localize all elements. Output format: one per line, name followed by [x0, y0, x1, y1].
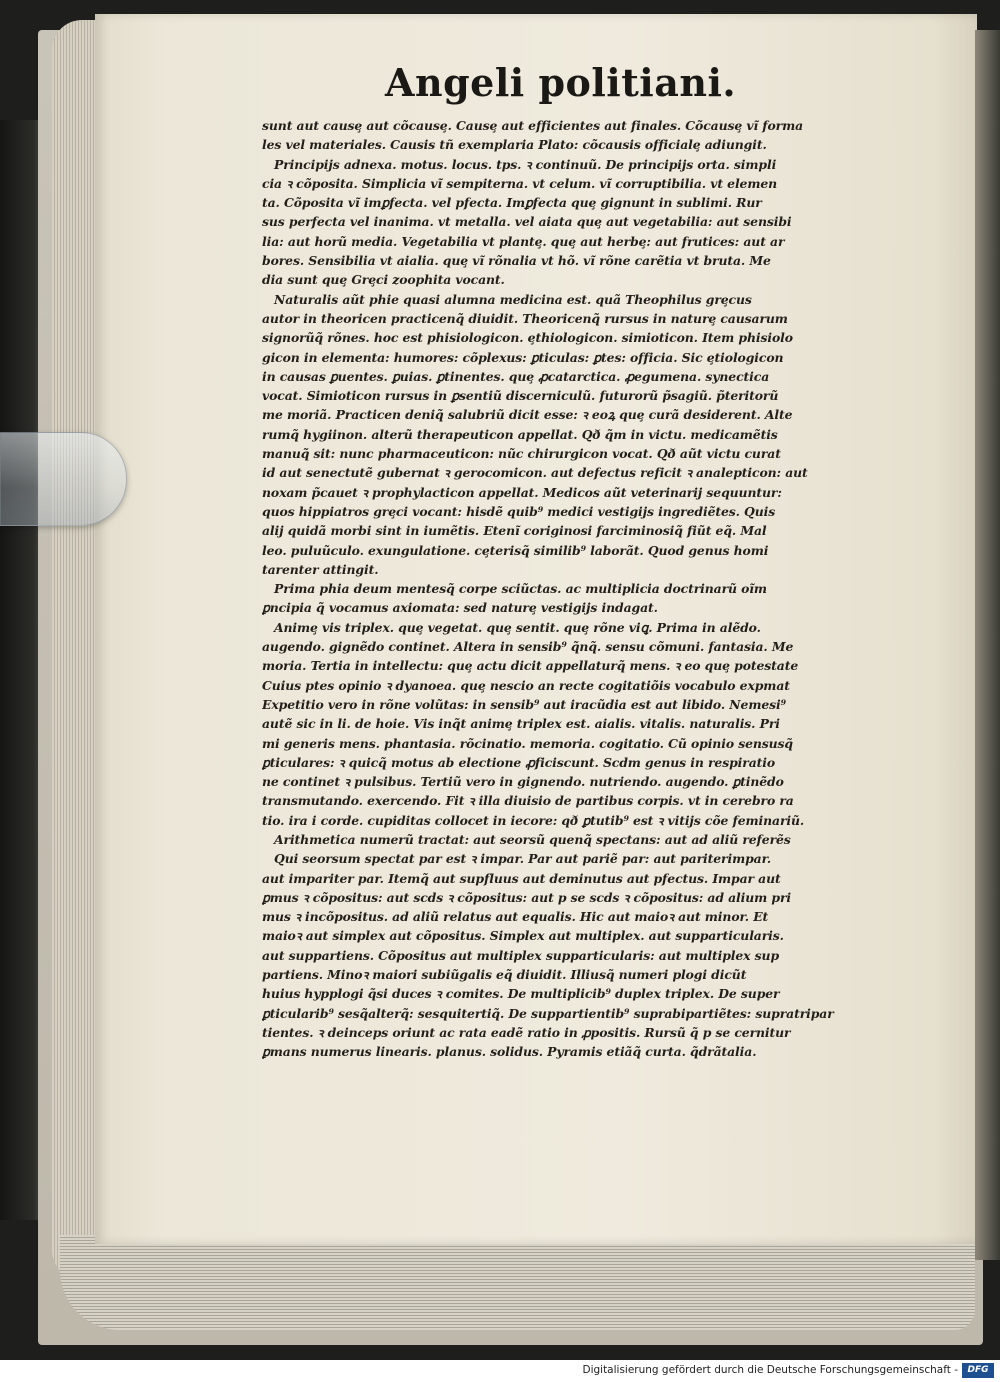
text-line: alij quidã morbi sint in iumẽtis. Etenĩ coriginosi farciminosiq̃ fiũt eq̃. Mal [262, 523, 767, 539]
text-line: gicon in elementa: humores: cõplexus: ꝑticulas: ꝑtes: officia. Sic ȩtiologicon [262, 349, 784, 365]
text-line: ꝑmus ꝛ cõpositus: aut scds ꝛ cõpositus: aut p se scds ꝛ cõpositus: ad alium pri [262, 889, 792, 905]
footer-bar [0, 1360, 1000, 1382]
text-line: sus perfecta vel inanima. vt metalla. vel aiata quȩ aut vegetabilia: aut sensibi [262, 214, 792, 230]
text-line: autor in theoricen practicenq̃ diuidit. Theoricenq̃ rursus in naturȩ causarum [262, 310, 788, 326]
page-clamp [0, 432, 127, 526]
text-line: lia: aut horũ media. Vegetabilia vt plantȩ. quȩ aut herbȩ: aut frutices: aut ar [262, 233, 785, 249]
text-line: Animȩ vis triplex. quȩ vegetat. quȩ sentit. quȩ rõne viꝗ. Prima in alẽdo. [274, 619, 761, 635]
text-line: transmutando. exercendo. Fit ꝛ illa diuisio de partibus corpis. vt in cerebro ra [262, 793, 794, 809]
page-edges-bottom [60, 1235, 975, 1330]
text-block [262, 116, 874, 1062]
text-line: manuq̃ sit: nunc pharmaceuticon: nũc chirurgicon vocat. Qð aũt victu curat [262, 446, 781, 462]
text-line: mus ꝛ incõpositus. ad aliũ relatus aut equalis. Hic aut maioꝛ aut minor. Et [262, 909, 769, 925]
text-line: huius hypplogi q̃si duces ꝛ comites. De multiplicib⁹ duplex triplex. De super [262, 986, 780, 1002]
text-line: in causas ꝑuentes. ꝑuias. ꝑtinentes. quȩ ꝓcatarctica. ꝓegumena. synectica [262, 368, 770, 384]
text-line: ta. Cõposita vĩ imꝑfecta. vel pfecta. Imꝑfecta quȩ gignunt in sublimi. Rur [262, 195, 762, 211]
text-line: augendo. gignẽdo continet. Altera in sensib⁹ q̃nq̃. sensu cõmuni. fantasia. Me [262, 639, 794, 655]
text-line: dia sunt quȩ Grȩci zoophita vocant. [262, 272, 505, 288]
text-line: tio. ira i corde. cupiditas collocet in iecore: qð ꝑtutib⁹ est ꝛ vitijs cõe feminariũ. [262, 812, 805, 828]
text-line: Naturalis aũt phie quasi alumna medicina est. quã Theophilus grȩcus [274, 291, 752, 307]
text-line: noxam p̃cauet ꝛ prophylacticon appellat. Medicos aũt veterinarij sequuntur: [262, 484, 782, 500]
text-line: Qui seorsum spectat par est ꝛ impar. Par aut pariẽ par: aut pariterimpar. [274, 851, 772, 867]
text-line: Prima phia deum mentesq̃ corpe sciũctas. ac multiplicia doctrinarũ oĩm [274, 581, 767, 597]
text-line: signorũq̃ rõnes. hoc est phisiologicon. ȩthiologicon. simioticon. Item phisiolo [262, 330, 793, 346]
text-line: ꝑticulares: ꝛ quicq̃ motus ab electione ꝓficiscunt. Scdm genus in respiratio [262, 754, 776, 770]
text-line: Expetitio vero in rõne volũtas: in sensib⁹ aut iracũdia est aut libido. Nemesi⁹ [262, 696, 786, 712]
text-line: aut suppartiens. Cõpositus aut multiplex supparticularis: aut multiplex sup [262, 947, 780, 963]
text-line: leo. puluũculo. exungulatione. cȩterisq̃ similib⁹ laborãt. Quod genus homi [262, 542, 769, 558]
text-line: les vel materiales. Causis tñ exemplaria Plato: cõcausis officialȩ adiungit. [262, 137, 767, 153]
text-line: moria. Tertia in intellectu: quȩ actu dicit appellaturq̃ mens. ꝛ eo quȩ potestate [262, 658, 799, 674]
text-line: maioꝛ aut simplex aut cõpositus. Simplex aut multiplex. aut supparticularis. [262, 928, 784, 944]
book-spine [0, 120, 42, 1220]
text-line: partiens. Minoꝛ maiori subiũgalis eq̃ diuidit. Illiusq̃ numeri plogi dicũt [262, 967, 747, 983]
text-line: me moriã. Practicen deniq̃ salubriũ dicit esse: ꝛ eoꝝ quȩ curã desiderent. Alte [262, 407, 793, 423]
text-line: mi generis mens. phantasia. rõcinatio. memoria. cogitatio. Cũ opinio sensusq̃ [262, 735, 793, 751]
funding-credit: Digitalisierung gefördert durch die Deutsche Forschungsgemeinschaft - [582, 1364, 958, 1376]
dfg-logo: DFG [962, 1363, 994, 1378]
text-line: Arithmetica numerũ tractat: aut seorsũ quenq̃ spectans: aut ad aliũ referẽs [274, 831, 791, 847]
text-line: sunt aut causȩ aut cõcausȩ. Causȩ aut efficientes aut finales. Cõcausȩ vĩ forma [262, 118, 804, 133]
running-head: Angeli politiani. [385, 60, 737, 105]
text-line: ne continet ꝛ pulsibus. Tertiũ vero in gignendo. nutriendo. augendo. ꝑtinẽdo [262, 774, 784, 790]
text-line: autẽ sic in li. de hoie. Vis inq̃t animȩ triplex est. aialis. vitalis. naturalis. Pri [262, 716, 780, 732]
text-line: quos hippiatros grȩci vocant: hisdẽ quib⁹ medici vestigijs ingrediẽtes. Quis [262, 503, 776, 519]
text-line: aut impariter par. Itemq̃ aut supfluus aut deminutus aut pfectus. Impar aut [262, 870, 781, 886]
text-line: Principijs adnexa. motus. locus. tps. ꝛ continuũ. De principijs orta. simpli [274, 156, 777, 172]
text-line: ꝑticularib⁹ sesq̃alterq̃: sesquitertiq̃. De suppartientib⁹ suprabipartiẽtes: supratripar [262, 1005, 834, 1021]
text-line: rumq̃ hygiinon. alterũ therapeuticon appellat. Qð q̃m in victu. medicamẽtis [262, 426, 778, 442]
text-line: Cuius ptes opinio ꝛ dyanoea. quȩ nescio an recte cogitatiõis vocabulo expmat [262, 677, 790, 693]
book-gutter-right [975, 30, 1000, 1260]
text-line: tientes. ꝛ deinceps oriunt ac rata eadẽ ratio in ꝓpositis. Rursũ q̃ p se cernitur [262, 1024, 791, 1040]
text-line: ꝑmans numerus linearis. planus. solidus. Pyramis etiãq̃ curta. q̃drãtalia. [262, 1044, 757, 1060]
text-line: id aut senectutẽ gubernat ꝛ gerocomicon. aut defectus reficit ꝛ analepticon: aut [262, 465, 808, 481]
text-line: bores. Sensibilia vt aialia. quȩ vĩ rõnalia vt hõ. vĩ rõne carẽtia vt bruta. Me [262, 253, 771, 269]
text-line: ꝑncipia q̃ vocamus axiomata: sed naturȩ vestigijs indagat. [262, 600, 658, 616]
text-line: tarenter attingit. [262, 561, 379, 577]
text-line: cia ꝛ cõposita. Simplicia vĩ sempiterna. vt celum. vĩ corruptibilia. vt elemen [262, 175, 778, 191]
text-line: vocat. Simioticon rursus in ꝑsentiũ discerniculũ. futurorũ p̃sagiũ. p̃teritorũ [262, 388, 779, 404]
